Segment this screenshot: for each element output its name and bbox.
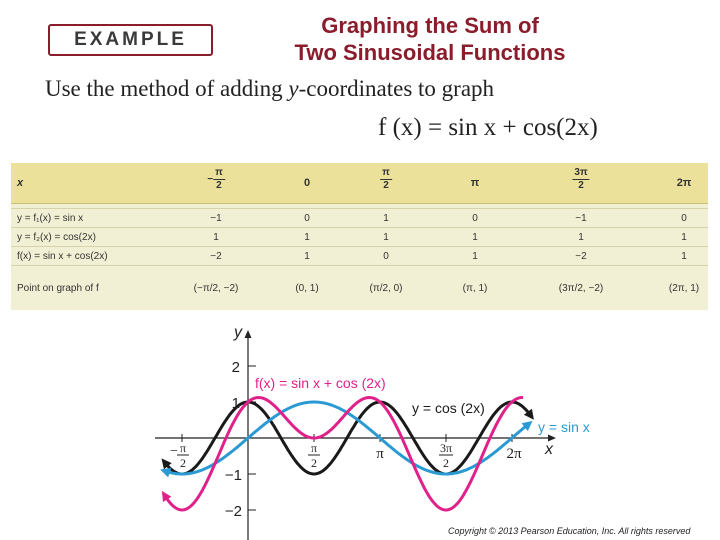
x-tick-label-pi-over-2: [308, 441, 320, 470]
svg-text:2: 2: [443, 456, 449, 470]
title-line-2: Two Sinusoidal Functions: [294, 40, 566, 65]
table-cell: −2: [575, 251, 587, 262]
table-point: (2π, 1): [668, 283, 700, 294]
y-tick-label: −2: [224, 503, 242, 520]
svg-text:3π: 3π: [439, 441, 453, 455]
example-badge: EXAMPLE: [48, 24, 213, 56]
table-cell: −2: [210, 251, 222, 262]
table-cell: 1: [304, 232, 310, 243]
table-point: (π/2, 0): [369, 283, 403, 294]
table-header-x-value: π: [470, 177, 480, 189]
table-cell: 0: [681, 213, 687, 224]
row-label-sin: y = f₁(x) = sin x: [17, 213, 84, 224]
table-point: (−π/2, −2): [193, 283, 239, 294]
table-point: (0, 1): [295, 283, 319, 294]
table-header-x-value: $\frac{\pi}{2}$: [382, 167, 390, 191]
table-cell: 1: [681, 251, 687, 262]
sin-curve-arrow-left: [160, 468, 171, 478]
row-label-points: Point on graph of f: [17, 283, 99, 294]
table-cell: 1: [213, 232, 219, 243]
table-header-x: x: [17, 177, 24, 189]
svg-text:−: −: [170, 444, 178, 459]
table-cell: 1: [681, 232, 687, 243]
table-header-x-value: $\frac{3\pi}{2}$: [574, 167, 588, 191]
table-cell: −1: [210, 213, 222, 224]
function-equation: f (x) = sin x + cos(2x): [378, 114, 598, 141]
y-tick-label: 2: [231, 359, 240, 376]
table-point: (π, 1): [462, 283, 488, 294]
row-label-sum: f(x) = sin x + cos(2x): [17, 251, 108, 262]
svg-text:2: 2: [311, 456, 317, 470]
x-axis-label: x: [545, 441, 553, 458]
table-cell: 1: [304, 251, 310, 262]
svg-text:2: 2: [180, 456, 186, 470]
table-header-x-value: − $\frac{\pi}{2}$: [207, 167, 223, 191]
instruction-before: Use the method of adding: [45, 76, 289, 101]
table-cell: 1: [472, 232, 478, 243]
svg-text:π: π: [179, 441, 187, 455]
table-point: (3π/2, −2): [558, 283, 604, 294]
y-axis-arrow: [245, 330, 252, 338]
table-header-x-value: 2π: [676, 177, 692, 189]
row-label-cos: y = f₂(x) = cos(2x): [17, 232, 96, 243]
table-cell: 0: [304, 213, 310, 224]
y-tick-label: −1: [224, 467, 242, 484]
table-header-x-value: 0: [303, 177, 311, 189]
y-axis-label: y: [234, 324, 242, 341]
sin-curve-label: y = sin x: [538, 419, 590, 435]
x-tick-label-neg-pi-over-2: [170, 441, 189, 470]
table-cell: 1: [578, 232, 584, 243]
y-tick-label: 1: [231, 395, 240, 412]
instruction-after: -coordinates to graph: [298, 76, 495, 101]
table-cell: 0: [472, 213, 478, 224]
instruction-var: y: [288, 76, 299, 101]
table-cell: 0: [383, 251, 389, 262]
x-tick-label-pi: π: [376, 446, 384, 462]
table-cell: 1: [383, 213, 389, 224]
svg-text:π: π: [310, 441, 318, 455]
table-cell: −1: [575, 213, 587, 224]
x-tick-label-2pi: 2π: [506, 446, 522, 462]
x-tick-label-3pi-over-2: [439, 441, 453, 470]
table-cell: 1: [383, 232, 389, 243]
copyright-notice: Copyright © 2013 Pearson Education, Inc. All rights reserved: [448, 526, 691, 536]
sum-curve-label: f(x) = sin x + cos (2x): [255, 375, 386, 391]
title-line-1: Graphing the Sum of: [321, 13, 539, 38]
cos-curve-label: y = cos (2x): [412, 400, 485, 416]
table-cell: 1: [472, 251, 478, 262]
